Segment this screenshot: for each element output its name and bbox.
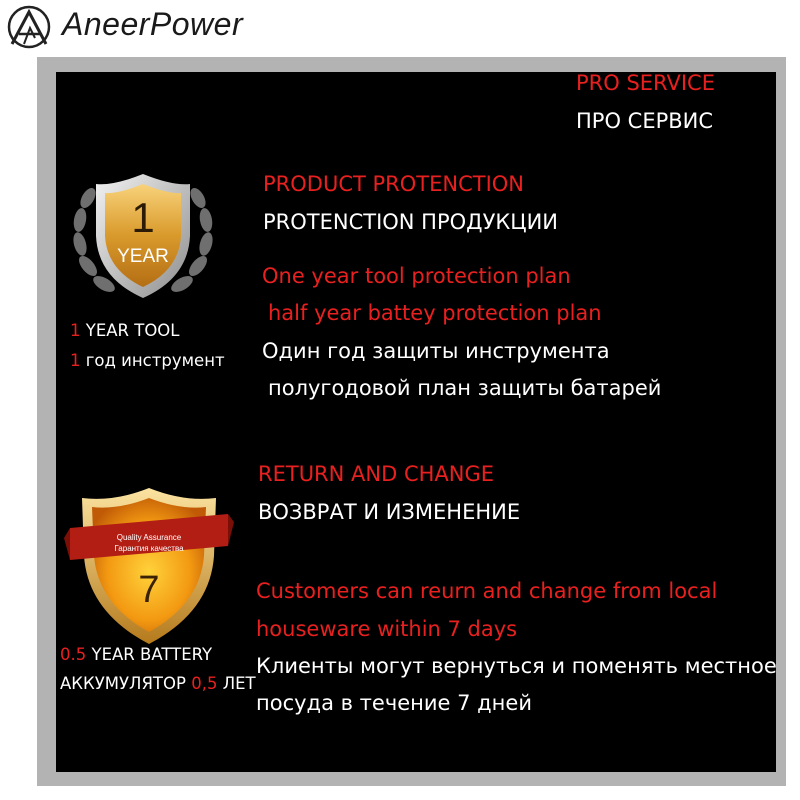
one-year-badge-word: YEAR — [117, 246, 169, 267]
return-line2-ru: посуда в течение 7 дней — [256, 691, 532, 715]
service-title-ru: ПРО СЕРВИС — [576, 109, 714, 133]
return-title-en: RETURN AND CHANGE — [258, 462, 495, 486]
one-year-badge-icon — [68, 166, 218, 311]
protection-line2-en: half year battey protection plan — [268, 301, 602, 325]
protection-title-ru: PROTENCTION ПРОДУКЦИИ — [263, 210, 559, 234]
protection-line1-en: One year tool protection plan — [262, 264, 571, 288]
protection-title-en: PRODUCT PROTENCTION — [263, 172, 525, 196]
quality-assurance-label-en: Quality Assurance — [116, 533, 182, 542]
service-panel — [56, 72, 776, 772]
service-title-en: PRO SERVICE — [576, 71, 715, 95]
battery-caption: 0.5 YEAR BATTERY — [60, 645, 213, 664]
protection-line2-ru: полугодовой план защиты батарей — [268, 376, 662, 400]
quality-assurance-label-ru: Гарантия качества — [114, 544, 184, 553]
one-year-badge-number: 1 — [131, 194, 155, 241]
battery-caption-ru: АККУМУЛЯТОР 0,5 ЛЕТ — [60, 674, 256, 693]
protection-line1-ru: Один год защиты инструмента — [262, 339, 610, 363]
return-line2-en: houseware within 7 days — [256, 617, 518, 641]
return-line1-en: Customers can reurn and change from local — [256, 579, 718, 603]
one-year-tool-caption-ru: 1 год инструмент — [70, 351, 225, 370]
brand-name: AneerPower — [62, 6, 244, 42]
return-title-ru: ВОЗВРАТ И ИЗМЕНЕНИЕ — [258, 500, 521, 524]
return-line1-ru: Клиенты могут вернуться и поменять местное — [256, 654, 777, 678]
one-year-tool-caption: 1 YEAR TOOL — [70, 321, 180, 340]
aneerpower-logo-icon — [4, 4, 54, 50]
quality-assurance-shield-icon — [64, 484, 234, 649]
quality-assurance-number: 7 — [138, 569, 160, 611]
header — [0, 0, 800, 58]
